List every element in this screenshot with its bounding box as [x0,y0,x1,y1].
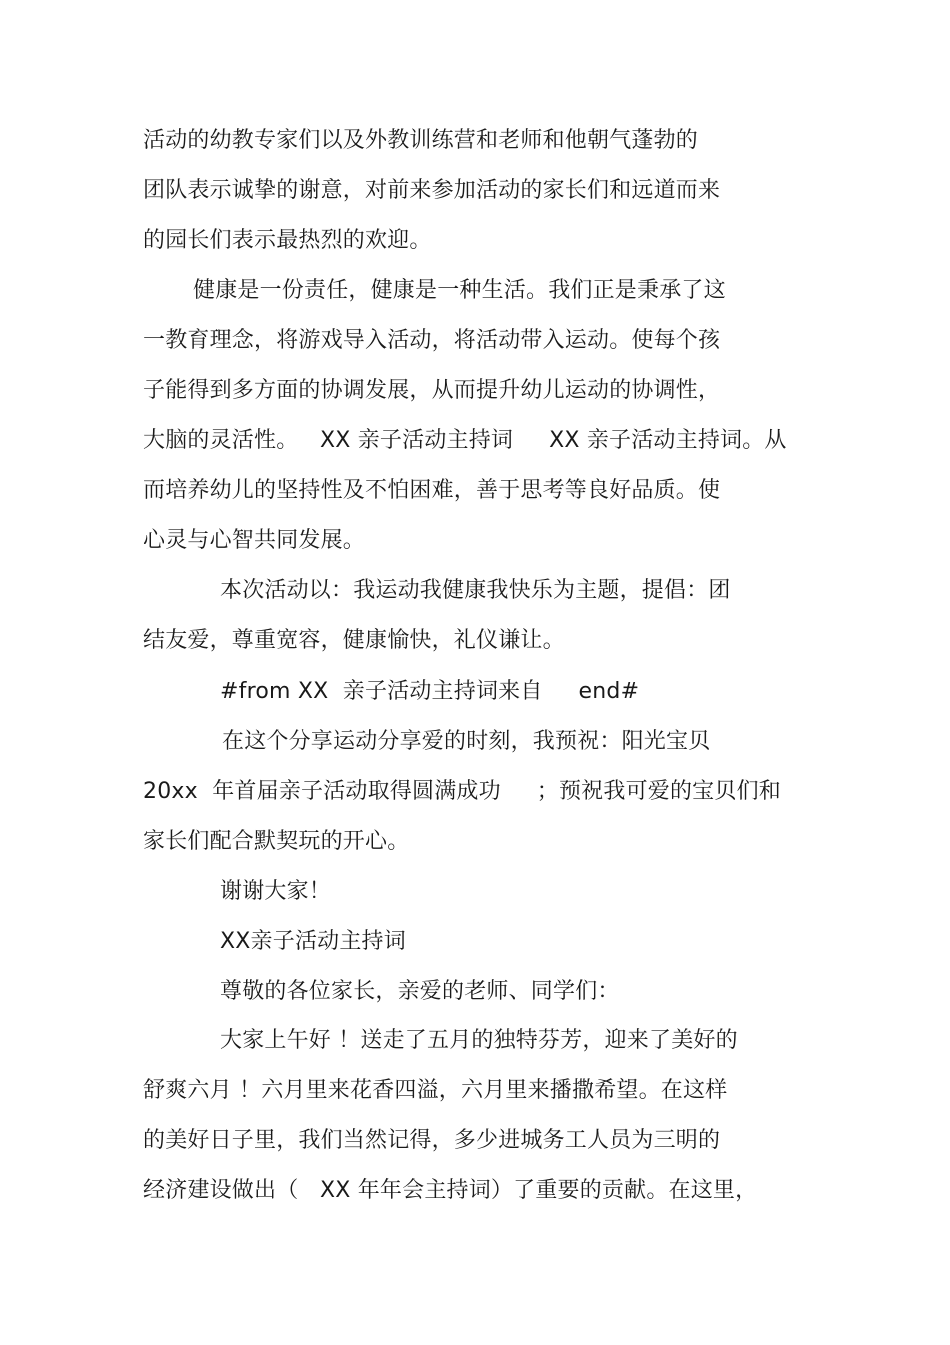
paragraph-line: 大家上午好 ！送走了五月的独特芬芳，迎来了美好的 [220,1028,738,1053]
paragraph-line: 在这个分享运动分享爱的时刻，我预祝：阳光宝贝 [222,729,711,754]
paragraph-line: 谢谢大家！ [220,879,332,904]
paragraph-line: 经济建设做出（ XX 年年会主持词）了重要的贡献。在这里， [143,1178,758,1203]
paragraph-line: 家长们配合默契玩的开心。 [143,829,410,854]
paragraph-line: 健康是一份责任，健康是一种生活。我们正是秉承了这 [193,278,726,303]
paragraph-line: 本次活动以：我运动我健康我快乐为主题，提倡：团 [220,578,731,603]
paragraph-line: 而培养幼儿的坚持性及不怕困难，善于思考等良好品质。使 [143,478,721,503]
paragraph-line: 20xx 年首届亲子活动取得圆满成功 ；预祝我可爱的宝贝们和 [143,779,781,804]
paragraph-line: 舒爽六月 ！六月里来花香四溢，六月里来播撒希望。在这样 [143,1078,728,1103]
paragraph-line: XX亲子活动主持词 [220,929,406,954]
paragraph-line: #from XX 亲子活动主持词来自 end# [220,679,640,704]
paragraph-line: 的园长们表示最热烈的欢迎。 [143,228,432,253]
paragraph-line: 尊敬的各位家长，亲爱的老师、同学们： [220,979,620,1004]
paragraph-line: 子能得到多方面的协调发展，从而提升幼儿运动的协调性， [143,378,721,403]
paragraph-line: 的美好日子里，我们当然记得，多少进城务工人员为三明的 [143,1128,721,1153]
paragraph-line: 结友爱，尊重宽容，健康愉快，礼仪谦让。 [143,628,565,653]
paragraph-line: 团队表示诚挚的谢意，对前来参加活动的家长们和远道而来 [143,178,721,203]
paragraph-line: 活动的幼教专家们以及外教训练营和老师和他朝气蓬勃的 [143,128,699,153]
paragraph-line: 大脑的灵活性。 XX 亲子活动主持词 XX 亲子活动主持词。从 [143,428,787,453]
paragraph-line: 一教育理念，将游戏导入活动，将活动带入运动。使每个孩 [143,328,721,353]
paragraph-line: 心灵与心智共同发展。 [143,528,366,553]
